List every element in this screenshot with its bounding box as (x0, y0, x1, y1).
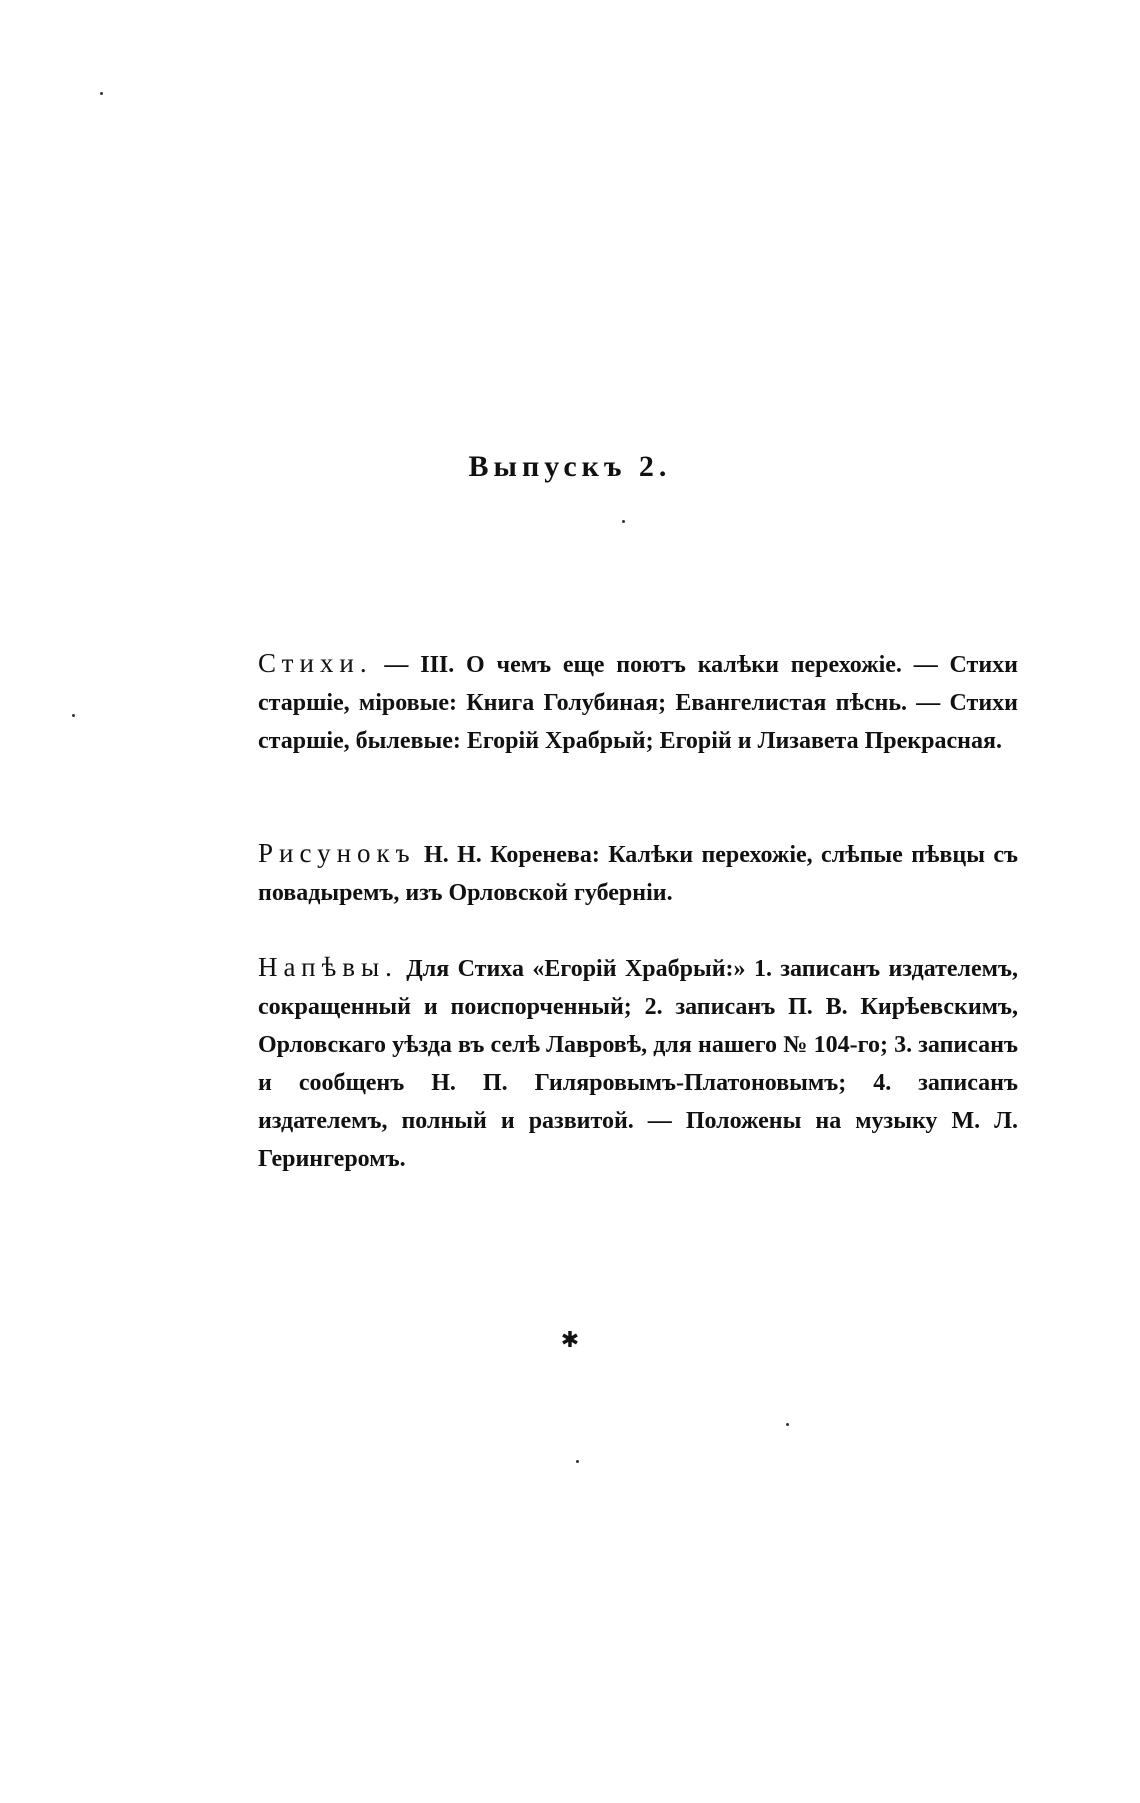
issue-title: Выпускъ 2. (468, 450, 672, 483)
verses-lead: Стихи. (258, 648, 373, 678)
drawing-lead: Рисунокъ (258, 838, 416, 868)
print-speck (100, 92, 103, 95)
print-speck (786, 1423, 789, 1426)
drawing-paragraph (258, 834, 1018, 912)
ornament-icon: ✱ (560, 1327, 580, 1352)
tunes-lead: Напѣвы. (258, 952, 398, 982)
verses-text: — III. О чемъ еще поютъ калѣки перехожіе. — Стихи старшіе, міровые: Книга Голубиная; Евангелистая пѣснь. — Стихи старшіе, былевые: Егорій Храбрый; Егорій и Лизавета Прекрасная. (258, 652, 1018, 754)
print-speck (576, 1460, 579, 1463)
tunes-paragraph (258, 948, 1018, 1178)
print-speck (72, 714, 75, 717)
verses-paragraph (258, 644, 1018, 760)
drawing-text: Н. Н. Коренева: Калѣки перехожіе, слѣпые пѣвцы съ повадыремъ, изъ Орловской губерніи. (258, 842, 1018, 906)
print-speck (622, 520, 625, 523)
tunes-text: Для Стиха «Егорій Храбрый:» 1. записанъ издателемъ, сокращенный и поиспорченный; 2. записанъ П. В. Кирѣевскимъ, Орловскаго уѣзда въ селѣ Лавровѣ, для нашего № 104-го; 3. записанъ и сообщенъ Н. П. Гиляровымъ-Платоновымъ; 4. записанъ издателемъ, полный и развитой. — Положены на музыку М. Л. Герингеромъ. (258, 956, 1018, 1172)
